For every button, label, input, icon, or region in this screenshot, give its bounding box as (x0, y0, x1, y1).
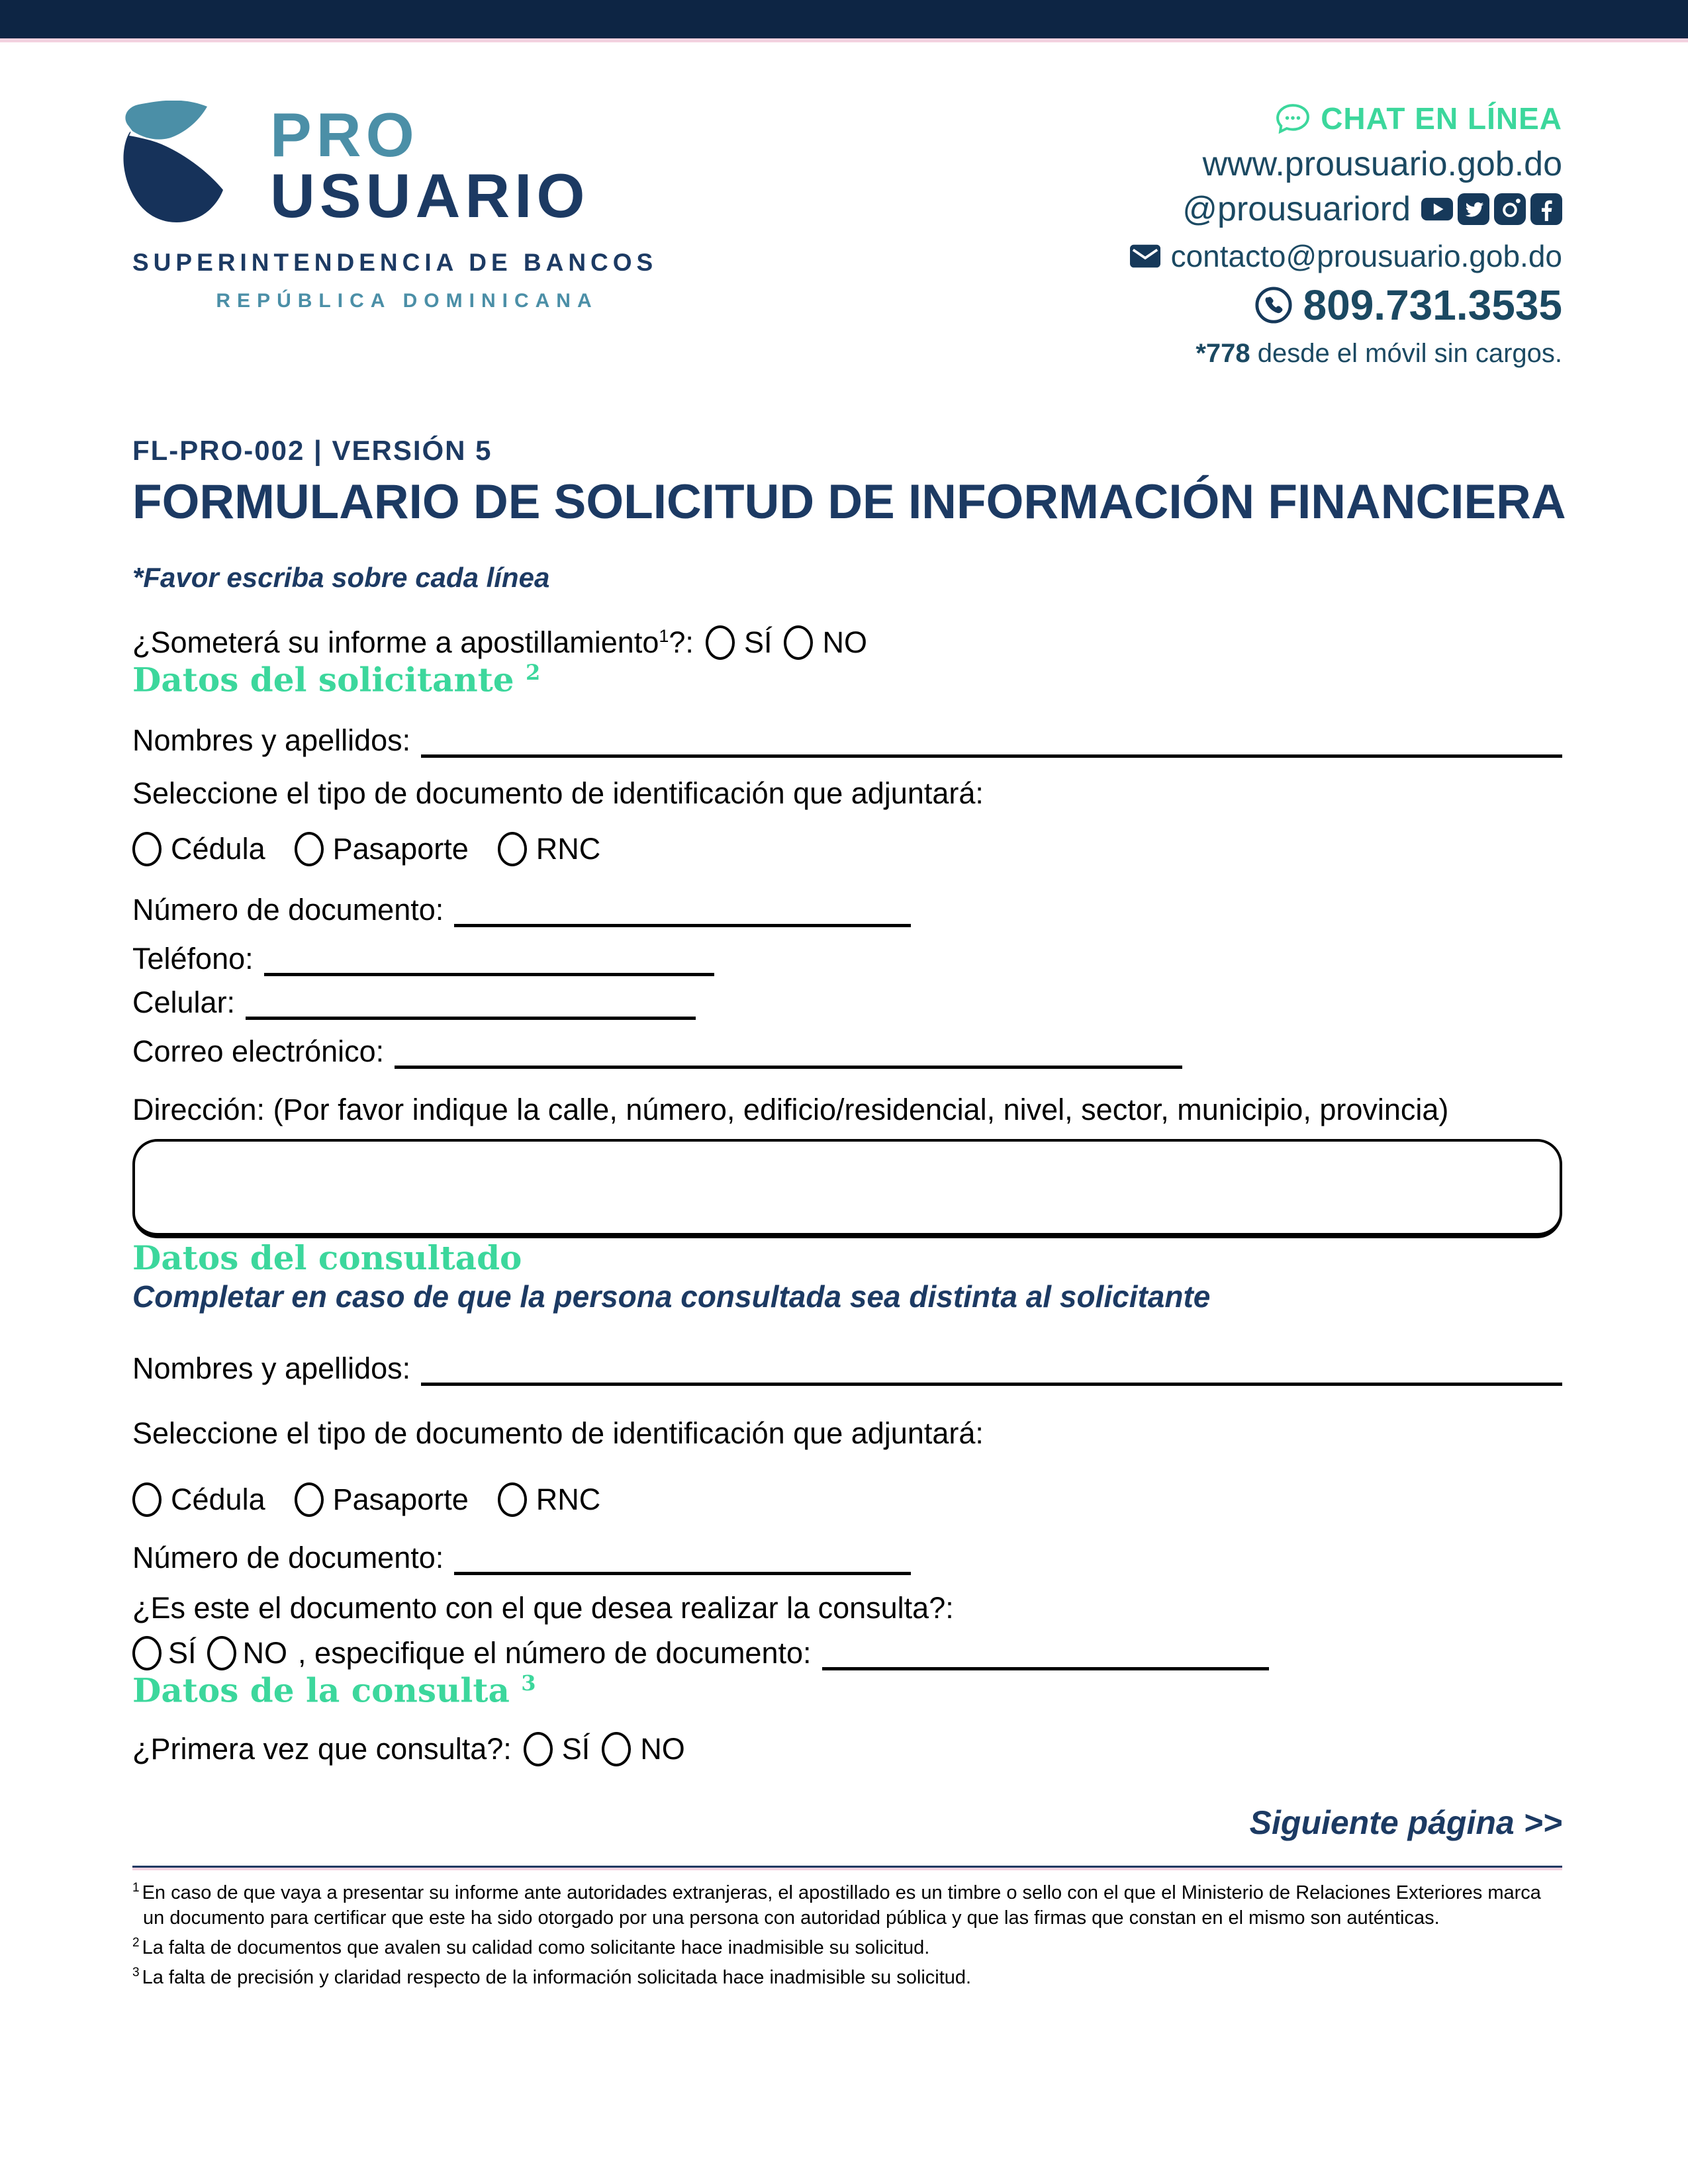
consultado-doc-type-options (132, 1482, 1562, 1517)
top-navy-bar (0, 0, 1688, 42)
primera-vez-no-radio[interactable] (602, 1732, 631, 1766)
consultado-specify-label: , especifique el número de documento: (298, 1635, 812, 1670)
logo-superintendencia: SUPERINTENDENCIA DE BANCOS (132, 249, 658, 276)
drop-leaf-logo-icon (118, 101, 236, 228)
apostille-footnote-ref: 1 (659, 625, 669, 646)
solicitante-doc-type-options (132, 832, 1562, 866)
footnote-2-text: La falta de documentos que avalen su calidad como solicitante hace inadmisible su solicitud. (142, 1937, 930, 1959)
instagram-icon[interactable] (1494, 193, 1526, 225)
solicitante-celular-input-line[interactable] (246, 989, 696, 1020)
solicitante-numero-row (132, 893, 1562, 927)
form-subtitle: *Favor escriba sobre cada línea (132, 561, 550, 593)
apostille-question (132, 625, 694, 660)
footnotes (132, 1880, 1562, 1990)
apostille-no-radio[interactable] (784, 625, 813, 660)
section-consulta-title: Datos de la consulta (132, 1670, 510, 1710)
shortcode-note-text: desde el móvil sin cargos. (1250, 339, 1562, 368)
twitter-icon[interactable] (1458, 193, 1489, 225)
solicitante-numero-input-line[interactable] (454, 897, 911, 927)
website-link[interactable]: www.prousuario.gob.do (1202, 145, 1562, 183)
solicitante-telefono-label: Teléfono: (132, 941, 254, 976)
solicitante-celular-label: Celular: (132, 985, 236, 1019)
solicitante-rnc-radio[interactable] (498, 832, 527, 866)
footer-divider (132, 1866, 1562, 1870)
youtube-icon[interactable] (1421, 193, 1453, 225)
next-page-link[interactable]: Siguiente página >> (1249, 1804, 1562, 1842)
section-consulta-heading (132, 1670, 1562, 1710)
solicitante-footnote-ref: 2 (526, 659, 541, 685)
facebook-icon[interactable] (1530, 193, 1562, 225)
footnote-1-number: 1 (132, 1881, 140, 1895)
consultado-numero-label: Número de documento: (132, 1540, 444, 1574)
solicitante-correo-row (132, 1034, 1562, 1069)
shortcode: *778 (1196, 339, 1250, 368)
consultado-confirm-question: ¿Es este el documento con el que desea realizar la consulta?: (132, 1590, 954, 1625)
logo-word-pro: PRO (270, 100, 419, 169)
solicitante-telefono-input-line[interactable] (264, 946, 714, 976)
chat-bubble-icon (1276, 103, 1310, 134)
solicitante-nombres-row (132, 723, 1562, 758)
consultado-confirm-no-radio[interactable] (207, 1636, 236, 1670)
solicitante-celular-row (132, 985, 1562, 1020)
pasaporte-label: Pasaporte (332, 1482, 469, 1516)
prousuario-logo (132, 101, 682, 312)
footnote-3 (132, 1964, 1562, 1990)
consultado-confirm-yes-radio[interactable] (132, 1636, 162, 1670)
footnote-1 (132, 1880, 1562, 1931)
consultado-doc-type-label: Seleccione el tipo de documento de identificación que adjuntará: (132, 1416, 984, 1450)
section-solicitante-heading (132, 660, 1562, 700)
solicitante-telefono-row (132, 942, 1562, 976)
social-icons (1421, 193, 1562, 225)
logo-word-usuario: USUARIO (270, 161, 590, 231)
primera-vez-question: ¿Primera vez que consulta?: (132, 1732, 512, 1766)
contact-block (1130, 101, 1562, 369)
logo-wordmark (270, 100, 590, 231)
primera-vez-row (132, 1732, 1562, 1766)
confirm-no-label: NO (242, 1635, 288, 1670)
form-title: FORMULARIO DE SOLICITUD DE INFORMACIÓN FINANCIERA (132, 475, 1566, 529)
consultado-pasaporte-radio[interactable] (295, 1482, 324, 1517)
pasaporte-label: Pasaporte (332, 831, 469, 866)
primera-vez-yes-radio[interactable] (524, 1732, 553, 1766)
consultado-nombres-input-line[interactable] (421, 1355, 1562, 1386)
solicitante-correo-input-line[interactable] (395, 1038, 1182, 1069)
apostille-question-text: ¿Someterá su informe a apostillamiento (132, 625, 659, 659)
consultado-specify-input-line[interactable] (822, 1640, 1269, 1670)
confirm-yes-label: SÍ (168, 1635, 197, 1670)
solicitante-correo-label: Correo electrónico: (132, 1034, 385, 1068)
chat-label: CHAT EN LÍNEA (1321, 101, 1562, 136)
envelope-icon (1130, 244, 1160, 268)
consultado-numero-row (132, 1541, 1562, 1575)
chat-en-linea-link[interactable] (1130, 101, 1562, 136)
solicitante-doc-type-label: Seleccione el tipo de documento de identificación que adjuntará: (132, 776, 984, 810)
solicitante-direccion-textbox[interactable] (132, 1139, 1562, 1238)
apostille-yes-label: SÍ (743, 625, 773, 659)
solicitante-cedula-radio[interactable] (132, 832, 162, 866)
cedula-label: Cédula (171, 831, 265, 866)
contact-phone: 809.731.3535 (1303, 281, 1562, 329)
solicitante-numero-label: Número de documento: (132, 892, 444, 927)
footnote-3-text: La falta de precisión y claridad respecto de la información solicitada hace inadmisible su solicitud. (142, 1966, 972, 1988)
apostille-question-row (132, 625, 1562, 660)
footnote-3-number: 3 (132, 1966, 140, 1980)
form-code: FL-PRO-002 | VERSIÓN 5 (132, 435, 492, 466)
consultado-nombres-row (132, 1351, 1562, 1386)
section-consultado-heading: Datos del consultado (132, 1238, 522, 1277)
footnote-2-number: 2 (132, 1936, 140, 1950)
consultado-cedula-radio[interactable] (132, 1482, 162, 1517)
consultado-doc-type-label-row (132, 1416, 1562, 1451)
footnote-2 (132, 1934, 1562, 1960)
rnc-label: RNC (536, 831, 601, 866)
consultado-confirm-row (132, 1636, 1562, 1670)
contact-email[interactable]: contacto@prousuario.gob.do (1170, 239, 1562, 273)
consultado-nombres-label: Nombres y apellidos: (132, 1351, 411, 1385)
section-solicitante-title: Datos del solicitante (132, 660, 514, 700)
apostille-question-suffix: ?: (669, 625, 694, 659)
consultado-note: Completar en caso de que la persona consultada sea distinta al solicitante (132, 1279, 1211, 1314)
solicitante-nombres-label: Nombres y apellidos: (132, 723, 411, 757)
solicitante-nombres-input-line[interactable] (421, 727, 1562, 758)
solicitante-direccion-label: Dirección: (Por favor indique la calle, número, edificio/residencial, nivel, sector, municipio, provincia) (132, 1092, 1449, 1126)
logo-republica: REPÚBLICA DOMINICANA (216, 290, 598, 312)
mobile-shortcode-note (1130, 339, 1562, 369)
primera-yes-label: SÍ (561, 1732, 590, 1766)
rnc-label: RNC (536, 1482, 601, 1516)
cedula-label: Cédula (171, 1482, 265, 1516)
social-handle[interactable]: @prousuariord (1182, 190, 1411, 228)
consulta-footnote-ref: 3 (521, 1670, 536, 1696)
consultado-numero-input-line[interactable] (454, 1545, 911, 1575)
apostille-no-label: NO (822, 625, 867, 659)
primera-no-label: NO (640, 1732, 685, 1766)
apostille-yes-radio[interactable] (706, 625, 735, 660)
solicitante-doc-type-label-row (132, 776, 1562, 811)
form-page (0, 101, 1688, 1990)
header (132, 101, 1562, 369)
phone-icon (1254, 286, 1293, 324)
footnote-1-text: En caso de que vaya a presentar su informe ante autoridades extranjeras, el apostillado es un timbre o sello con el que el Ministerio de Relaciones Exteriores marca un documento para certificar que este ha sido otorgado por una persona con autoridad pública y que las firmas que constan en el mismo son auténticas. (142, 1882, 1541, 1929)
consultado-rnc-radio[interactable] (498, 1482, 527, 1517)
solicitante-pasaporte-radio[interactable] (295, 832, 324, 866)
